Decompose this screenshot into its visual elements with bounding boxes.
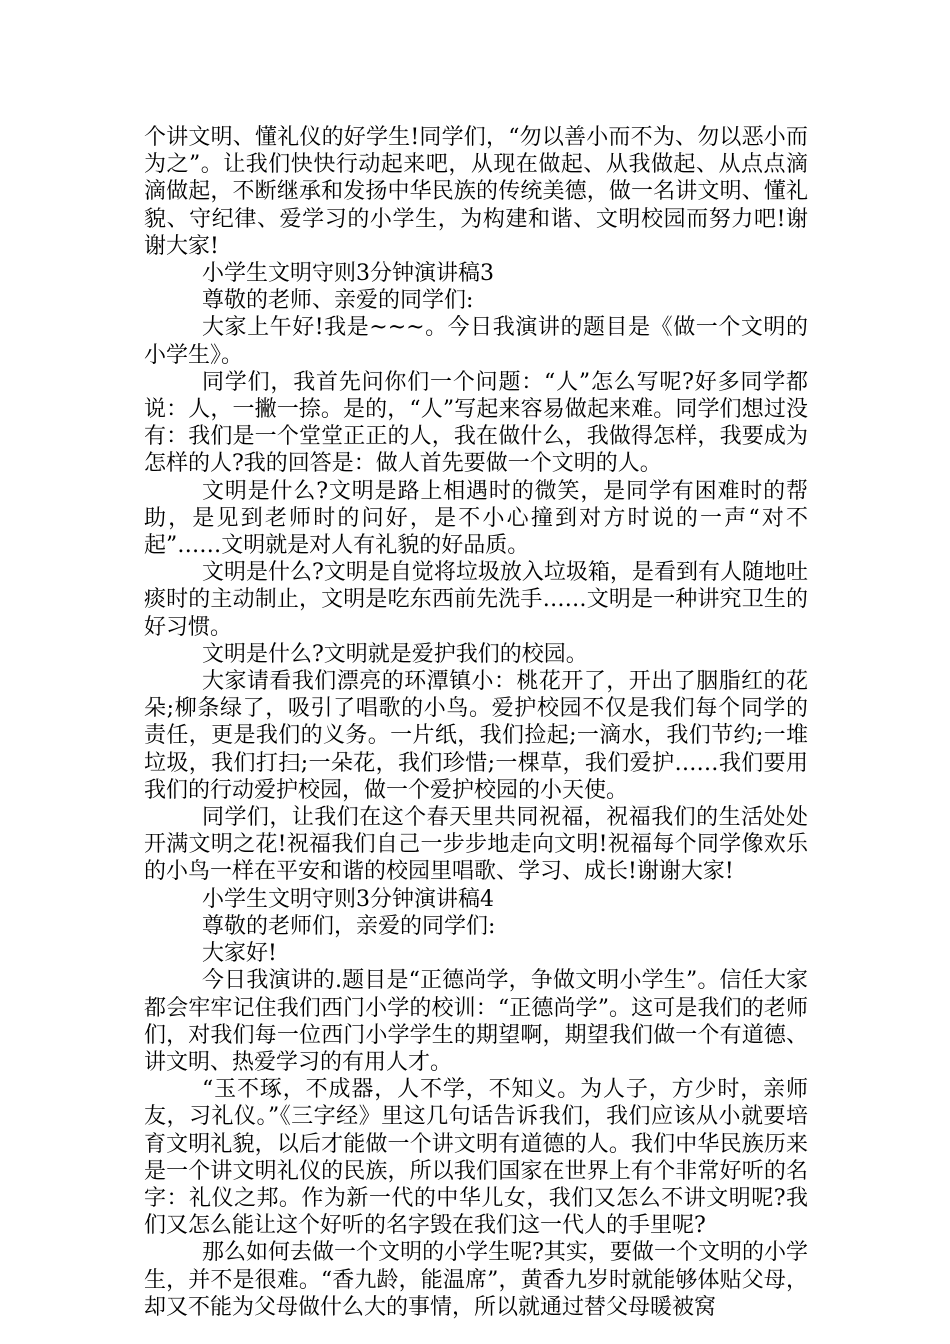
speech-4-paragraph: “玉不琢，不成器，人不学，不知义。为人子，方少时，亲师友，习礼仪。”《三字经》里这几句话告诉我们，我们应该从小就要培育文明礼貌，以后才能做一个讲文明有道德的人。我们中华民族历来是一个讲文明礼仪的民族，所以我们国家在世界上有个非常好听的名字：礼仪之邦。作为新一代的中华儿女，我们又怎么不讲文明呢?我们又怎么能让这个好听的名字毁在我们这一代人的手里呢? [144,1077,808,1239]
speech-3-paragraph: 文明是什么?文明是自觉将垃圾放入垃圾箱，是看到有人随地吐痰时的主动制止，文明是吃东西前先洗手……文明是一种讲究卫生的好习惯。 [144,560,808,640]
speech-4-greeting: 大家好! [202,941,277,967]
speech-4-paragraph: 那么如何去做一个文明的小学生呢?其实，要做一个文明的小学生，并不是很难。“香九龄，能温席”，黄香九岁时就能够体贴父母，却又不能为父母做什么大的事情，所以就通过替父母暖被窝 [144,1240,808,1320]
speech-3-paragraph: 文明是什么?文明就是爱护我们的校园。 [202,641,588,667]
speech-3-paragraph: 文明是什么?文明是路上相遇时的微笑，是同学有困难时的帮助，是见到老师时的问好，是不小心撞到对方时说的一声“对不起”……文明就是对人有礼貌的好品质。 [144,478,808,559]
paragraph-closing-speech-2: 个讲文明、懂礼仪的好学生!同学们，“勿以善小而不为、勿以恶小而为之”。让我们快快行动起来吧，从现在做起、从我做起、从点点滴滴做起，不断继承和发扬中华民族的传统美德，做一名讲文明、懂礼貌、守纪律、爱学习的小学生，为构建和谐、文明校园而努力吧!谢谢大家! [144,125,808,259]
speech-3-paragraph: 大家请看我们漂亮的环潭镇小：桃花开了，开出了胭脂红的花朵;柳条绿了，吸引了唱歌的小鸟。爱护校园不仅是我们每个同学的责任，更是我们的义务。一片纸，我们捡起;一滴水，我们节约;一堆垃圾，我们打扫;一朵花，我们珍惜;一棵草，我们爱护……我们要用我们的行动爱护校园，做一个爱护校园的小天使。 [144,669,808,803]
speech-3-closing: 同学们，让我们在这个春天里共同祝福，祝福我们的生活处处开满文明之花!祝福我们自己一步步地走向文明!祝福每个同学像欢乐的小鸟一样在平安和谐的校园里唱歌、学习、成长!谢谢大家! [144,805,808,885]
speech-4-salutation: 尊敬的老师们，亲爱的同学们: [202,913,496,939]
document-body [144,124,808,1321]
speech-3-salutation: 尊敬的老师、亲爱的同学们: [202,288,474,314]
speech-3-title: 小学生文明守则3分钟演讲稿3 [202,261,494,287]
speech-3-greeting: 大家上午好!我是~~~。今日我演讲的题目是《做一个文明的小学生》。 [144,315,808,368]
speech-3-paragraph: 同学们，我首先问你们一个问题：“人”怎么写呢?好多同学都说：人，一撇一捺。是的，“人”写起来容易做起来难。同学们想过没有：我们是一个堂堂正正的人，我在做什么，我做得怎样，我要成为怎样的人?我的回答是：做人首先要做一个文明的人。 [144,369,808,477]
speech-4-title: 小学生文明守则3分钟演讲稿4 [202,886,494,912]
speech-4-paragraph: 今日我演讲的.题目是“正德尚学，争做文明小学生”。信任大家都会牢牢记住我们西门小学的校训：“正德尚学”。这可是我们的老师们，对我们每一位西门小学学生的期望啊，期望我们做一个有道德、讲文明、热爱学习的有用人才。 [144,968,808,1075]
